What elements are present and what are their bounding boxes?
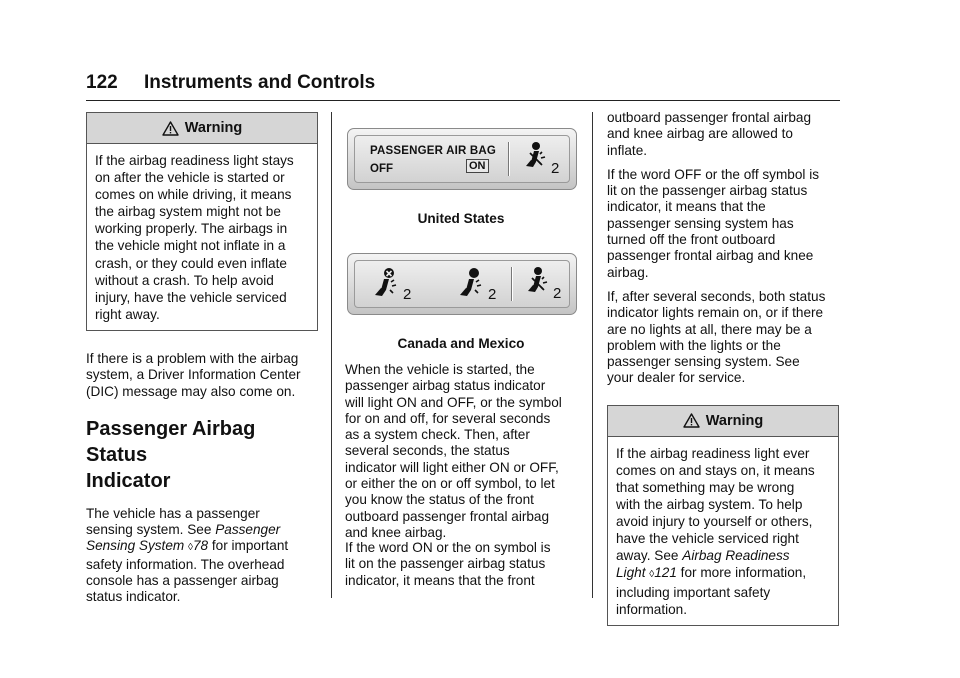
text-line [86, 538, 318, 556]
warning-header [608, 406, 838, 437]
warning-triangle-icon [162, 121, 179, 136]
text-line: passenger sensing system. See [607, 354, 800, 370]
page-ref-icon: ◊ [188, 542, 193, 554]
paragraph-allowed-inflate [607, 110, 839, 159]
section-title: Instruments and Controls [144, 72, 376, 93]
warning-line: with the airbag system. To help [616, 497, 803, 513]
page-header [86, 72, 840, 101]
text-line: (DIC) message may also come on. [86, 383, 296, 399]
page-ref[interactable]: 121 [654, 565, 677, 581]
airbag-icon-number: 2 [553, 285, 562, 302]
text-line: lit on the passenger airbag status [607, 183, 808, 199]
text-line: outboard passenger frontal airbag [607, 110, 812, 125]
warning-box [86, 112, 318, 331]
paragraph-system-check [345, 362, 585, 541]
text-line: and knee airbag. [345, 524, 447, 540]
warning-triangle-icon [683, 413, 700, 428]
text-line: If the word ON or the on symbol is [345, 540, 551, 555]
warning-line: comes on and stays on, it means [616, 462, 815, 478]
airbag-off-crossed-icon [369, 266, 403, 305]
text-line: and knee airbag are allowed to [607, 126, 793, 142]
text-line: problem with the lights or the [607, 337, 781, 353]
panel-divider [511, 267, 512, 301]
text-line: are no lights at all, there may be a [607, 321, 812, 337]
text-line: several seconds, the status [345, 443, 510, 459]
cross-ref-link[interactable]: Light [616, 565, 646, 581]
warning-line: right away. [95, 306, 160, 322]
panel-label-on: ON [466, 159, 489, 173]
text-span: sensing system. See [86, 522, 216, 538]
warning-line: comes on while driving, it means [95, 187, 292, 203]
airbag-icon-number: 2 [488, 286, 497, 303]
section-heading [86, 416, 318, 494]
column-3 [607, 110, 839, 626]
warning-line: information. [616, 601, 688, 617]
text-line: status indicator. [86, 589, 181, 605]
text-line: When the vehicle is started, the [345, 362, 535, 377]
panel-label-off: OFF [370, 163, 393, 175]
text-line: turned off the front outboard [607, 232, 776, 248]
text-line: indicator will light either ON or OFF, [345, 459, 559, 475]
panel-label-passenger-air-bag: PASSENGER AIR BAG [370, 145, 497, 157]
text-line: indicator, it means that the [607, 199, 766, 215]
panel-divider [508, 142, 509, 176]
text-line: lit on the passenger airbag status [345, 556, 546, 572]
text-line: indicator, it means that the front [345, 572, 535, 588]
text-line: passenger airbag status indicator [345, 378, 546, 394]
text-line: system, a Driver Information Center [86, 367, 301, 383]
column-divider-right [592, 112, 593, 598]
text-line: indicator lights remain on, or if there [607, 305, 824, 321]
paragraph-dic [86, 351, 318, 400]
text-line: for on and off, for several seconds [345, 410, 551, 426]
text-line: If the word OFF or the off symbol is [607, 166, 820, 182]
text-span: for important [208, 538, 289, 554]
text-span: for more information, [676, 565, 807, 581]
text-line: or either the on or off symbol, to let [345, 476, 555, 492]
cross-ref-link[interactable]: Passenger [215, 522, 281, 538]
canada-indicator-panel [347, 253, 577, 315]
warning-line: crash, or they could even inflate [95, 255, 287, 271]
text-line: If there is a problem with the airbag [86, 350, 299, 366]
page-ref-icon: ◊ [649, 569, 655, 581]
airbag-icon-number: 2 [551, 160, 560, 177]
heading-line: Passenger Airbag Status [86, 417, 256, 466]
page-number: 122 [86, 72, 118, 93]
page-ref[interactable]: 78 [192, 538, 209, 554]
text-line: passenger frontal airbag and knee [607, 248, 814, 264]
text-line: will light ON and OFF, or the symbol [345, 394, 562, 410]
warning-line: that something may be wrong [616, 479, 795, 495]
panel-face [354, 260, 570, 308]
airbag-passenger-icon [454, 266, 488, 305]
warning-line: on after the vehicle is started or [95, 170, 285, 186]
text-line: your dealer for service. [607, 370, 746, 386]
airbag-icon-number: 2 [403, 286, 412, 303]
warning-line [616, 564, 830, 583]
text-line: outboard passenger frontal airbag [345, 508, 550, 524]
airbag-on-icon [519, 140, 551, 177]
warning-line: injury, have the vehicle serviced [95, 289, 287, 305]
warning-line: without a crash. To help avoid [95, 272, 274, 288]
text-span: away. See [616, 548, 683, 564]
heading-line: Indicator [86, 469, 171, 492]
cross-ref-link[interactable]: Sensing System [86, 538, 185, 554]
column-divider-left [331, 112, 332, 598]
text-line: console has a passenger airbag [86, 573, 279, 589]
column-1 [86, 112, 318, 606]
us-indicator-panel [347, 128, 577, 190]
canada-caption: Canada and Mexico [397, 336, 525, 351]
warning-line: If the airbag readiness light ever [616, 445, 810, 461]
warning-header [87, 113, 317, 144]
paragraph-off-status [607, 167, 839, 281]
warning-line [616, 547, 830, 564]
warning-line: the vehicle might not inflate in a [95, 238, 286, 254]
text-line: you know the status of the front [345, 492, 534, 508]
text-line: If, after several seconds, both status [607, 288, 826, 304]
warning-title: Warning [184, 120, 243, 136]
panel-face [354, 135, 570, 183]
text-line: airbag. [607, 264, 649, 280]
text-line: inflate. [607, 142, 648, 158]
warning-text [608, 437, 838, 625]
cross-ref-link[interactable]: Airbag Readiness [682, 548, 790, 564]
warning-title: Warning [705, 412, 764, 429]
warning-line: avoid injury to yourself or others, [616, 514, 813, 530]
column-2 [345, 112, 577, 598]
warning-box [607, 405, 839, 626]
paragraph-sensing [86, 506, 318, 606]
warning-text [87, 144, 317, 330]
text-line: as a system check. Then, after [345, 427, 530, 443]
warning-line: working properly. The airbags in [95, 221, 288, 237]
warning-line: including important safety [616, 584, 771, 600]
text-line: The vehicle has a passenger [86, 505, 260, 521]
paragraph-service [607, 289, 839, 387]
warning-line: have the vehicle serviced right [616, 531, 799, 547]
text-line: safety information. The overhead [86, 556, 285, 572]
warning-line: the airbag system might not be [95, 204, 281, 220]
warning-line: If the airbag readiness light stays [95, 153, 294, 168]
text-line: passenger sensing system has [607, 215, 794, 231]
us-caption: United States [417, 211, 505, 226]
text-line [86, 522, 318, 538]
paragraph-on-status [345, 540, 585, 589]
airbag-on-icon [521, 265, 553, 302]
